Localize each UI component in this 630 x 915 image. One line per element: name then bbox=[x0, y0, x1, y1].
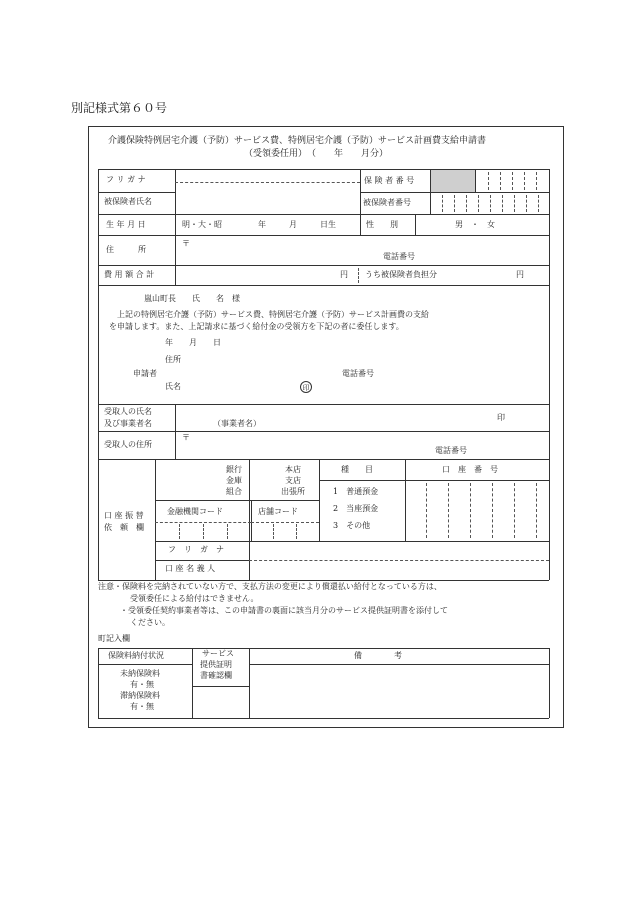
furigana-label: フ リ ガ ナ bbox=[106, 175, 146, 184]
service-label-3: 書確認欄 bbox=[200, 671, 232, 680]
recipient-name-label2: 及び事業者名 bbox=[104, 419, 152, 428]
account-holder-label: 口 座 名 義 人 bbox=[165, 564, 216, 573]
form-title: 介護保険特例居宅介護（予防）サービス費、特例居宅介護（予防）サービス計画費支給申請書 bbox=[108, 136, 487, 146]
birth-day-label: 日生 bbox=[320, 220, 336, 229]
branch-type-main: 本店 bbox=[285, 465, 301, 474]
service-label-2: 提供証明 bbox=[200, 660, 232, 669]
era-options: 明・大・昭 bbox=[182, 220, 222, 229]
postal-mark: 〒 bbox=[182, 239, 190, 248]
birth-year-label: 年 bbox=[258, 220, 266, 229]
total-cost-label: 費 用 額 合 計 bbox=[104, 270, 155, 279]
account-kind-ordinary: 1 普通預金 bbox=[333, 487, 379, 496]
recipient-address-label: 受取人の住所 bbox=[104, 440, 152, 449]
self-pay-label: うち被保険者負担分 bbox=[365, 270, 437, 279]
note-1b: 受領委任による給付はできません。 bbox=[130, 594, 259, 603]
account-kind-current: 2 当座預金 bbox=[333, 504, 379, 513]
branch-type-office: 出張所 bbox=[281, 487, 305, 496]
account-kind-other: 3 その他 bbox=[333, 521, 371, 530]
birth-date-label: 生 年 月 日 bbox=[106, 220, 146, 229]
insured-number-label: 被保険者番号 bbox=[363, 198, 411, 207]
branch-code-label: 店舗コード bbox=[258, 507, 298, 516]
recipient-seal: 印 bbox=[497, 413, 505, 422]
account-number-header: 口 座 番 号 bbox=[442, 465, 498, 474]
account-kind-header: 種 目 bbox=[341, 465, 373, 474]
recipient-phone-label: 電話番号 bbox=[435, 446, 467, 455]
service-label-1: サービス bbox=[202, 649, 234, 658]
address-label: 住 所 bbox=[106, 245, 146, 254]
applicant-phone-label: 電話番号 bbox=[342, 369, 374, 378]
payment-status-label: 保険料納付状況 bbox=[108, 651, 164, 660]
recipient-name-label1: 受取人の氏名 bbox=[104, 407, 152, 416]
bank-section-label1: 口 座 振 替 bbox=[104, 511, 144, 520]
bank-type-shinkin: 金庫 bbox=[226, 476, 242, 485]
insured-name-label: 被保険者氏名 bbox=[104, 197, 152, 206]
note-2a: ・受領委任契約事業者等は、この申請書の裏面に該当月分のサービス提供証明書を添付して bbox=[120, 606, 448, 615]
birth-month-label: 月 bbox=[289, 220, 297, 229]
overdue-premium-options: 有・無 bbox=[130, 702, 154, 711]
applicant-name-label: 氏名 bbox=[165, 382, 181, 391]
sex-options: 男 ・ 女 bbox=[455, 220, 495, 229]
institution-code-label: 金融機関コード bbox=[167, 507, 223, 516]
application-date: 年 月 日 bbox=[165, 338, 221, 347]
form-subtitle: （受領委任用） （ 年 月分） bbox=[244, 149, 389, 159]
remarks-label: 備 考 bbox=[354, 651, 402, 660]
holder-furigana-label: フ リ ガ ナ bbox=[168, 545, 224, 554]
self-pay-yen: 円 bbox=[516, 270, 524, 279]
form-number: 別記様式第６０号 bbox=[71, 101, 168, 115]
unpaid-premium-options: 有・無 bbox=[130, 680, 154, 689]
insurer-number-label: 保 険 者 番 号 bbox=[364, 176, 415, 185]
business-name-label: （事業者名） bbox=[213, 419, 261, 428]
address-phone-label: 電話番号 bbox=[383, 252, 415, 261]
recipient-postal: 〒 bbox=[182, 433, 190, 442]
form-frame bbox=[88, 126, 564, 728]
sex-label: 性 別 bbox=[366, 220, 398, 229]
declaration-line1: 上記の特例居宅介護（予防）サービス費、特例居宅介護（予防）サービス計画費の支給 bbox=[117, 310, 429, 319]
insurer-number-shaded bbox=[431, 170, 475, 192]
branch-type-branch: 支店 bbox=[285, 476, 301, 485]
bank-section-label2: 依 頼 欄 bbox=[104, 523, 144, 532]
applicant-label: 申請者 bbox=[133, 369, 157, 378]
note-2b: ください。 bbox=[130, 618, 170, 627]
total-cost-yen: 円 bbox=[340, 270, 348, 279]
addressee: 嵐山町長 氏 名 様 bbox=[144, 294, 240, 303]
town-section-heading: 町記入欄 bbox=[98, 634, 130, 643]
bank-type-bank: 銀行 bbox=[226, 465, 242, 474]
unpaid-premium-label: 未納保険料 bbox=[120, 669, 160, 678]
overdue-premium-label: 滞納保険料 bbox=[120, 691, 160, 700]
applicant-address-label: 住所 bbox=[165, 355, 181, 364]
note-1a: 注意・保険料を完納されていない方で、支払方法の変更により償還払い給付となっている方は、 bbox=[98, 582, 442, 591]
declaration-line2: を申請します。また、上記請求に基づく給付金の受領方を下記の者に委任します。 bbox=[109, 322, 404, 331]
bank-type-kumiai: 組合 bbox=[226, 487, 242, 496]
applicant-seal: 印 bbox=[300, 381, 312, 393]
